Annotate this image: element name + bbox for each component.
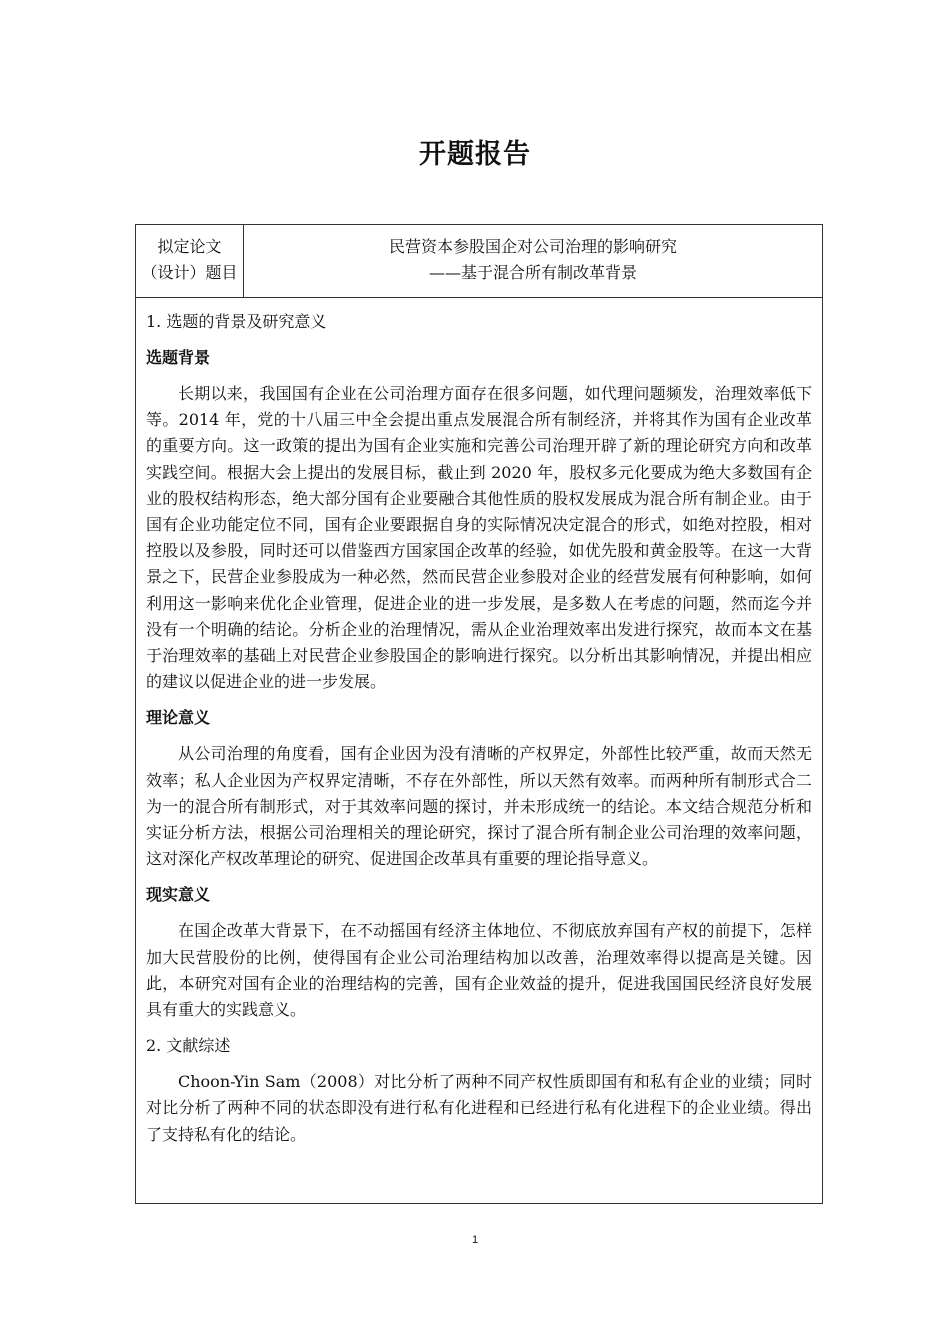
thesis-title-value-cell <box>244 225 822 297</box>
proposal-form-table <box>135 224 823 1204</box>
page-number: 1 <box>471 1234 479 1246</box>
practical-significance-heading: 现实意义 <box>146 885 211 905</box>
literature-review-paragraph: Choon-Yin Sam（2008）对比分析了两种不同产权性质即国有和私有企业的业绩；同时对比分析了两种不同的状态即没有进行私有化进程和已经进行私有化进程下的企业业绩。得出了支持私有化的结论。 <box>146 1072 812 1144</box>
theory-significance-heading: 理论意义 <box>146 708 211 728</box>
section-1-heading: 1. 选题的背景及研究意义 <box>146 312 327 331</box>
background-paragraph: 长期以来，我国国有企业在公司治理方面存在很多问题，如代理问题频发，治理效率低下等。2014 年，党的十八届三中全会提出重点发展混合所有制经济，并将其作为国有企业改革的重要方向。这一政策的提出为国有企业实施和完善公司治理开辟了新的理论研究方向和改革实践空间。根据大会上提出的发展目标，截止到 2020 年，股权多元化要成为绝大多数国有企业的股权结构形态，绝大部分国有企业要融合其他性质的股权发展成为混合所有制企业。由于国有企业功能定位不同，国有企业要跟据自身的实际情况决定混合的形式，如绝对控股，相对控股以及参股，同时还可以借鉴西方国家国企改革的经验，如优先股和黄金股等。在这一大背景之下，民营企业参股成为一种必然，然而民营企业参股对企业的经营发展有何种影响，如何利用这一影响来优化企业管理，促进企业的进一步发展，是多数人在考虑的问题，然而迄今并没有一个明确的结论。分析企业的治理情况，需从企业治理效率出发进行探究，故而本文在基于治理效率的基础上对民营企业参股国企的影响进行探究。以分析出其影响情况，并提出相应的建议以促进企业的进一步发展。 <box>146 384 812 692</box>
document-title: 开题报告 <box>419 139 531 170</box>
section-2-heading: 2. 文献综述 <box>146 1036 231 1056</box>
practical-significance-paragraph: 在国企改革大背景下，在不动摇国有经济主体地位、不彻底放弃国有产权的前提下，怎样加大民营股份的比例，使得国有企业公司治理结构加以改善，治理效率得以提高是关键。因此，本研究对国有企业的治理结构的完善，国有企业效益的提升，促进我国国民经济良好发展具有重大的实践意义。 <box>146 921 812 1020</box>
label-line-2: （设计）题目 <box>141 263 238 282</box>
background-heading: 选题背景 <box>146 348 211 367</box>
topic-subtitle: ——基于混合所有制改革背景 <box>428 263 637 282</box>
topic-main-title: 民营资本参股国企对公司治理的影响研究 <box>388 237 677 256</box>
proposal-body-cell <box>136 297 822 1158</box>
theory-significance-paragraph: 从公司治理的角度看，国有企业因为没有清晰的产权界定，外部性比较严重，故而天然无效率；私人企业因为产权界定清晰，不存在外部性，所以天然有效率。而两种所有制形式合二为一的混合所有制形式，对于其效率问题的探讨，并未形成统一的结论。本文结合规范分析和实证分析方法，根据公司治理相关的理论研究，探讨了混合所有制企业公司治理的效率问题，这对深化产权改革理论的研究、促进国企改革具有重要的理论指导意义。 <box>146 744 812 869</box>
thesis-title-row <box>136 225 822 298</box>
thesis-title-label-cell <box>136 225 244 297</box>
label-line-1: 拟定论文 <box>157 237 222 256</box>
